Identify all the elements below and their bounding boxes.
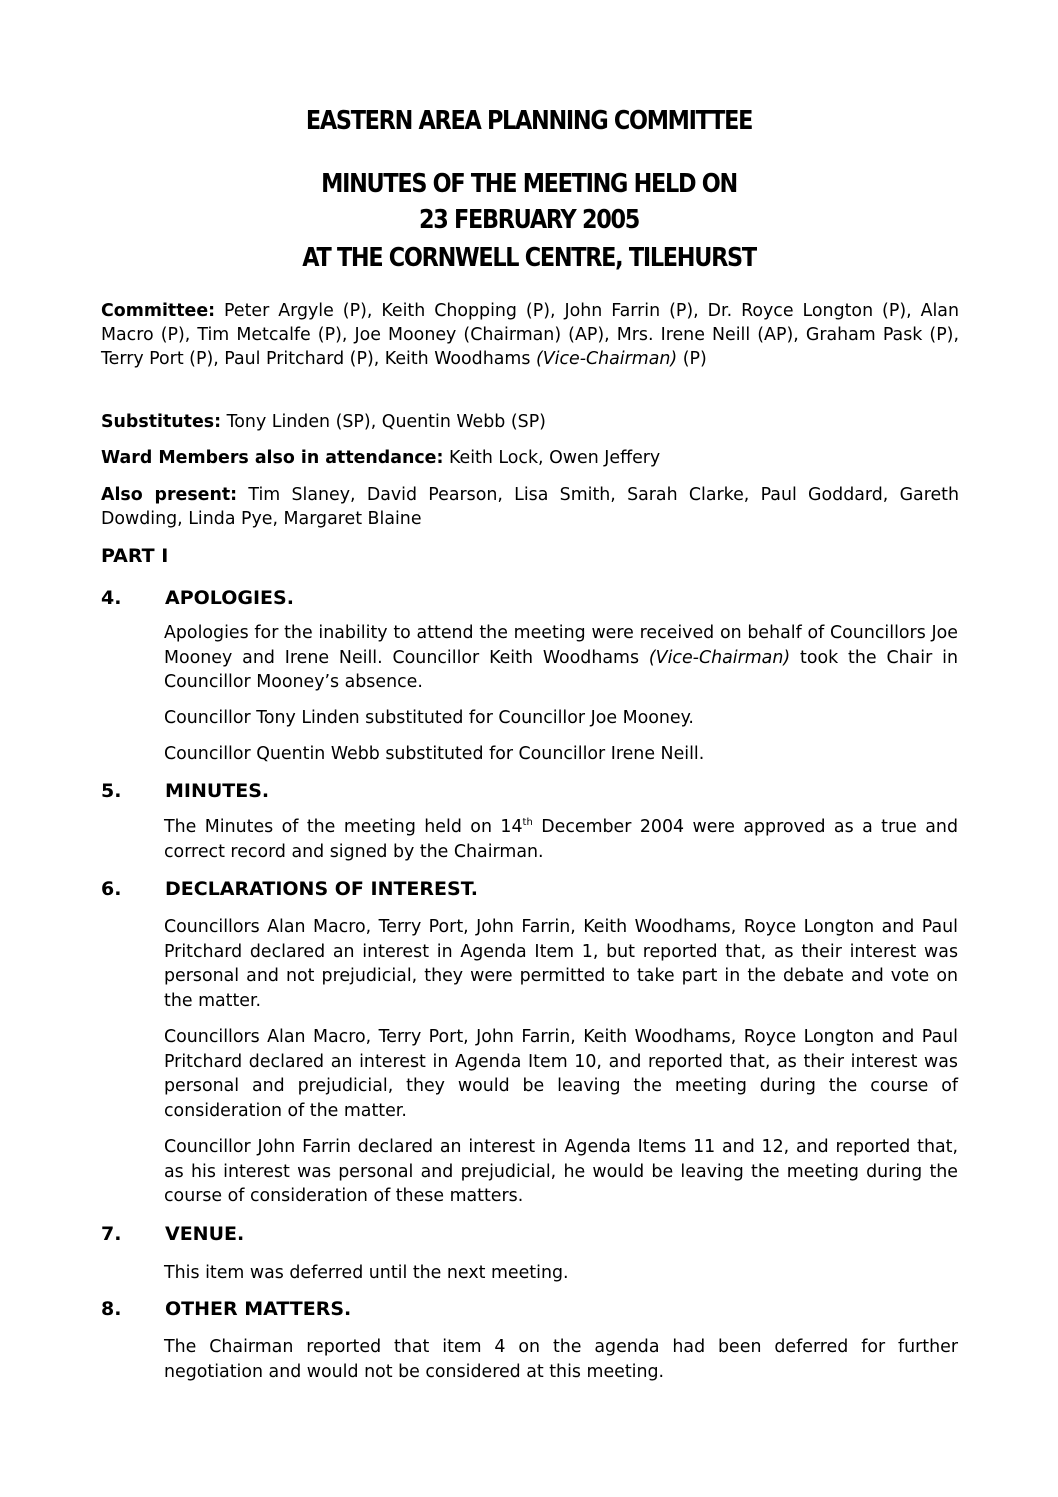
also-present-label: Also present: <box>101 485 238 505</box>
other-matters-paragraph: The Chairman reported that item 4 on the agenda had been deferred for further negotiation and would not be considered at this meeting. <box>164 1337 958 1382</box>
committee-list-end: (P) <box>677 349 707 369</box>
substitutes <box>101 410 959 434</box>
minutes-paragraph <box>164 815 958 864</box>
committee-members <box>101 299 959 371</box>
meeting-venue: AT THE CORNWELL CENTRE, TILEHURST <box>302 243 756 273</box>
section-heading-venue <box>101 1221 244 1247</box>
declaration-paragraph: Councillor John Farrin declared an interest in Agenda Items 11 and 12, and reported that, as his interest was personal and prejudicial, he would be leaving the meeting during the course of consideration of these matters. <box>164 1137 958 1207</box>
ordinal-suffix: th <box>522 817 533 829</box>
section-title: OTHER MATTERS. <box>165 1298 352 1320</box>
section-title: APOLOGIES. <box>165 587 294 609</box>
committee-list: Peter Argyle (P), Keith Chopping (P), John Farrin (P), Dr. Royce Longton (P), Alan Macro (P), Tim Metcalfe (P), Joe Mooney (Chairman) (AP), Mrs. Irene Neill (AP), Graham Pask (P), Terry Port (P), Paul Pritchard (P), Keith Woodhams <box>101 301 959 369</box>
also-present-list: Tim Slaney, David Pearson, Lisa Smith, Sarah Clarke, Paul Goddard, Gareth Dowding, Linda Pye, Margaret Blaine <box>101 485 960 529</box>
substitution-paragraph: Councillor Tony Linden substituted for Councillor Joe Mooney. <box>164 708 694 728</box>
substitution-paragraph: Councillor Quentin Webb substituted for Councillor Irene Neill. <box>164 744 705 764</box>
committee-label: Committee: <box>101 301 216 321</box>
section-number: 6. <box>101 878 122 900</box>
section-title: DECLARATIONS OF INTEREST. <box>165 878 478 900</box>
section-heading-apologies <box>101 585 294 611</box>
section-heading-other-matters <box>101 1296 351 1322</box>
section-number: 4. <box>101 587 122 609</box>
part-heading: PART I <box>101 545 169 567</box>
ward-members-list: Keith Lock, Owen Jeffery <box>443 448 661 468</box>
section-heading-declarations <box>101 876 478 902</box>
venue-paragraph: This item was deferred until the next meeting. <box>164 1263 569 1283</box>
declaration-paragraph: Councillors Alan Macro, Terry Port, John Farrin, Keith Woodhams, Royce Longton and Paul Pritchard declared an interest in Agenda Item 10, and reported that, as their interest was personal and prejudicial, they would be leaving the meeting during the course of consideration of the matter. <box>164 1027 958 1121</box>
vice-chairman-note: (Vice-Chairman) <box>535 349 678 369</box>
ward-members-label: Ward Members also in attendance: <box>101 448 444 468</box>
minutes-heading: MINUTES OF THE MEETING HELD ON <box>321 169 737 199</box>
section-number: 7. <box>101 1223 122 1245</box>
minutes-text: The Minutes of the meeting held on 14 <box>164 817 523 837</box>
apologies-paragraph <box>164 621 958 695</box>
committee-title: EASTERN AREA PLANNING COMMITTEE <box>305 106 753 136</box>
meeting-date: 23 FEBRUARY 2005 <box>418 205 640 235</box>
substitutes-label: Substitutes: <box>101 412 222 432</box>
section-title: MINUTES. <box>165 780 270 802</box>
section-number: 5. <box>101 780 122 802</box>
also-present <box>101 483 959 531</box>
section-heading-minutes <box>101 778 269 804</box>
apologies-text: Apologies for the inability to attend the meeting were received on behalf of Councillors Joe Mooney and Irene Neill. Councillor Keith Woodhams <box>164 623 958 668</box>
declaration-paragraph: Councillors Alan Macro, Terry Port, John Farrin, Keith Woodhams, Royce Longton and Paul Pritchard declared an interest in Agenda Item 1, but reported that, as their interest was personal and not prejudicial, they were permitted to take part in the debate and vote on the matter. <box>164 917 958 1011</box>
vice-chairman-note: (Vice-Chairman) <box>648 647 791 668</box>
apologies-text-end: took the Chair in Councillor Mooney’s absence. <box>164 647 958 693</box>
section-number: 8. <box>101 1298 122 1320</box>
minutes-text-end: December 2004 were approved as a true and correct record and signed by the Chairman. <box>164 817 958 862</box>
substitutes-list: Tony Linden (SP), Quentin Webb (SP) <box>221 412 546 432</box>
ward-members <box>101 446 959 470</box>
section-title: VENUE. <box>165 1223 245 1245</box>
